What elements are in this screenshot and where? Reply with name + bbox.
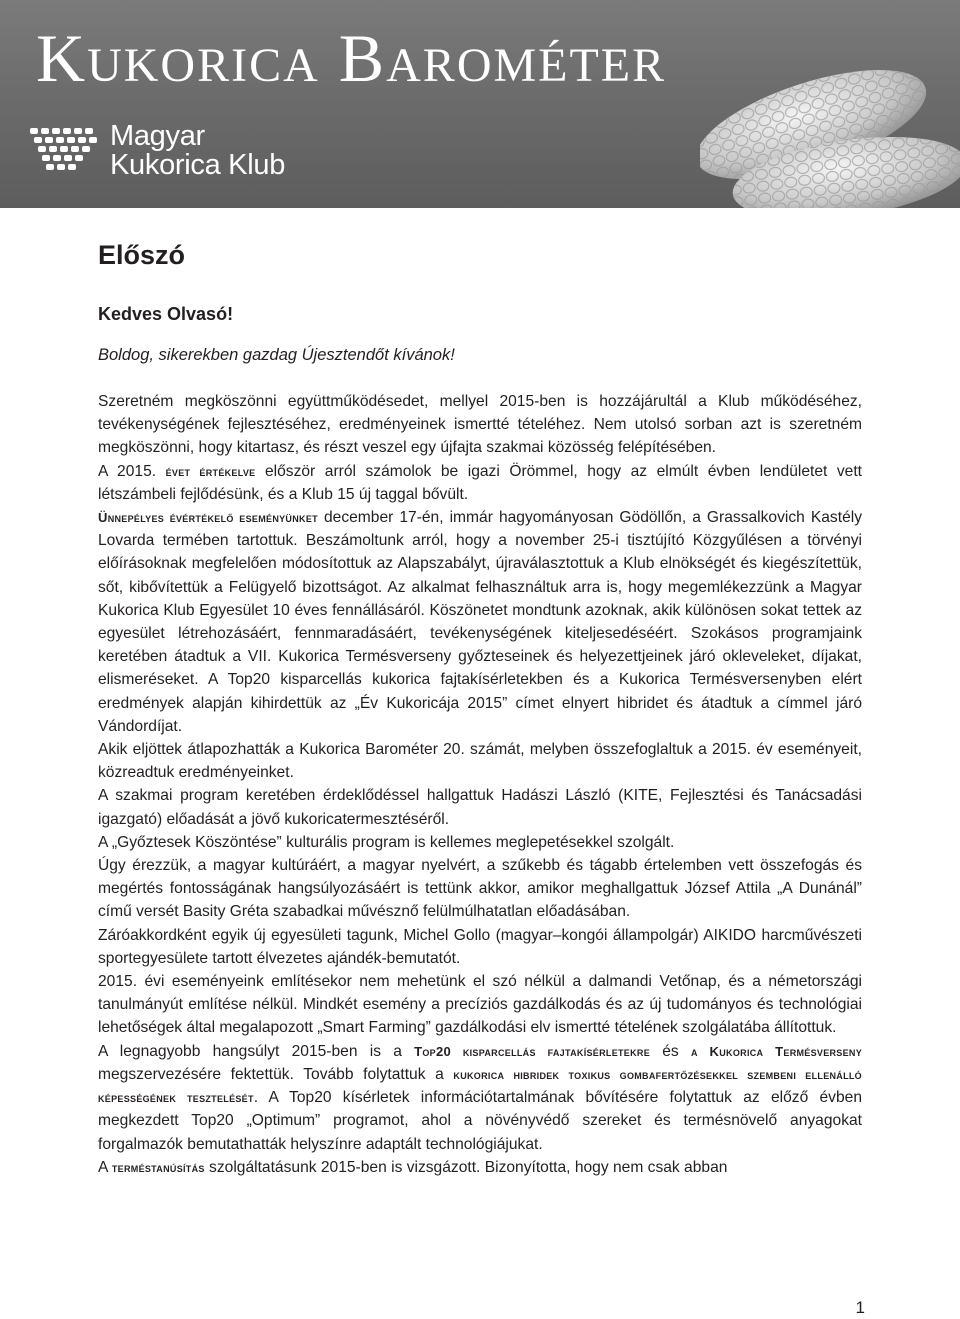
paragraph-text: A „Győztesek Köszöntése” kulturális program is kellemes meglepetésekkel szolgált.: [98, 833, 675, 851]
paragraph-text: 2015. évi eseményeink említésekor nem mehetünk el szó nélkül a dalmandi Vetőnap, és a németországi tanulmányút említése nélkül. Mindkét esemény a precíziós gazdálkodás és az új tudományos és technológiai lehetőségek által megalapozott „Smart Farming” gazdálkodási elv ismertté tételének szolgálatába állítottuk.: [98, 973, 862, 1037]
paragraph-text: Záróakkordként egyik új egyesületi tagunk, Michel Gollo (magyar–kongói állampolgár) AIKIDO harcművészeti sportegyesülete tartott élvezetes ajándék-bemutatót.: [98, 926, 862, 967]
corn-cob-image-icon: [700, 60, 960, 208]
paragraph-text: Szeretném megköszönni együttműködésedet, mellyel 2015-ben is hozzájárultál a Klub működéséhez, tevékenységének fejlesztéséhez, eredményeinek ismertté tételéhez. Nem utolsó sorban azt is szeretném megköszönni, hogy kitartasz, és részt veszel egy újfajta szakmai közösség felépítésében.: [98, 393, 862, 457]
paragraph-text: Akik eljöttek átlapozhatták a Kukorica Barométer 20. számát, melyben összefoglaltuk a 2015. év eseményeit, közreadtuk eredményeinket.: [98, 741, 862, 782]
salutation: Kedves Olvasó!: [98, 304, 234, 324]
body-paragraph: [98, 738, 862, 784]
body-paragraph: [98, 970, 862, 1040]
paragraph-text: először arról számolok be igazi Örömmel, hogy az elmúlt évben lendületet vett létszámbeli fejlődésünk, és a Klub 15 új taggal bővült.: [98, 462, 862, 503]
body-paragraph: [98, 1156, 862, 1179]
masthead-banner: [0, 0, 960, 208]
publication-title: Kukorica Barométer: [36, 20, 667, 96]
article-body: [98, 390, 862, 1179]
body-paragraph: [98, 1040, 862, 1156]
new-year-wish: Boldog, sikerekben gazdag Újesztendőt kívánok!: [98, 346, 455, 364]
body-paragraph: [98, 924, 862, 970]
paragraph-text: A 2015.: [98, 462, 166, 480]
paragraph-text: megszervezésére fektettük. Tovább folytattuk a: [98, 1065, 454, 1083]
body-paragraph: [98, 506, 862, 738]
emphasis-text: a Kukorica Termésverseny: [690, 1043, 863, 1059]
emphasis-text: évet értékelve: [165, 463, 256, 479]
emphasis-text: Ünnepélyes évértékelő eseményünket: [98, 510, 318, 526]
body-paragraph: [98, 460, 862, 506]
page-number: 1: [855, 1298, 865, 1317]
club-name-line1: Magyar: [110, 120, 205, 152]
emphasis-text: Top20 kisparcellás fajtakísérletekre: [414, 1043, 651, 1059]
paragraph-text: és: [650, 1042, 691, 1060]
paragraph-text: Úgy érezzük, a magyar kultúráért, a magyar nyelvért, a szűkebb és tágabb értelemben vett összefogás és megértés fontosságának hangsúlyozásáért is tettünk akkor, amikor meghallgattuk József Attila „A Dunánál” című versét Basity Gréta szabadkai művésznő felülmúlhatatlan előadásában.: [98, 857, 862, 921]
paragraph-text: A legnagyobb hangsúlyt 2015-ben is a: [98, 1042, 415, 1060]
emphasis-text: terméstanúsítás: [111, 1159, 205, 1175]
section-heading: Előszó: [98, 240, 186, 270]
paragraph-text: A: [98, 1158, 112, 1176]
body-paragraph: [98, 854, 862, 924]
body-paragraph: [98, 784, 862, 830]
emphasis-text: kukorica hibridek toxikus gombafertőzésekkel szembeni ellenálló képességének tesztelését: [98, 1066, 862, 1106]
club-name-line2: Kukorica Klub: [110, 149, 286, 181]
paragraph-text: . A Top20 kísérletek információtartalmának bővítésére folytattuk az előző évben megkezdett Top20 „Optimum” programot, ahol a növényvédő szereket és termésnövelő anyagokat forgalmazók bemutathatták helyszínre adaptált technológiájukat.: [98, 1089, 862, 1153]
club-name: [110, 122, 285, 180]
body-paragraph: [98, 390, 862, 460]
paragraph-text: szolgáltatásunk 2015-ben is vizsgázott. Bizonyította, hogy nem csak abban: [204, 1158, 728, 1176]
paragraph-text: december 17-én, immár hagyományosan Gödöllőn, a Grassalkovich Kastély Lovarda termében tartottuk. Beszámoltunk arról, hogy a november 25-i tisztújító Közgyűlésen a törvényi előírásoknak megfelelően módosítottuk az Alapszabályt, újraválasztottuk a Klub elnökségét és kiegészítettük, sőt, kibővítettük a Felügyelő bizottságot. Az alkalmat felhasználtuk arra is, hogy megemlékezzünk a Magyar Kukorica Klub Egyesület 10 éves fennállásáról. Köszönetet mondtunk azoknak, akik különösen sokat tettek az egyesület létrehozásáért, fennmaradásáért, tevékenységének kiteljesedéséért. Szokásos programjaink keretében átadtuk a VII. Kukorica Termésverseny győzteseinek és helyezettjeinek járó okleveleket, díjakat, elismeréseket. A Top20 kisparcellás kukorica fajtakísérletekben és a Kukorica Termésversenyben elért eredmények alapján kihirdettük az „Év Kukoricája 2015” címet elnyert hibridet és átadtuk a címmel járó Vándordíjat.: [98, 509, 862, 735]
body-paragraph: [98, 831, 862, 854]
klub-logo-icon: [30, 128, 100, 172]
paragraph-text: A szakmai program keretében érdeklődéssel hallgattuk Hadászi László (KITE, Fejlesztési és Tanácsadási igazgató) előadását a jövő kukoricatermesztéséről.: [98, 787, 862, 828]
